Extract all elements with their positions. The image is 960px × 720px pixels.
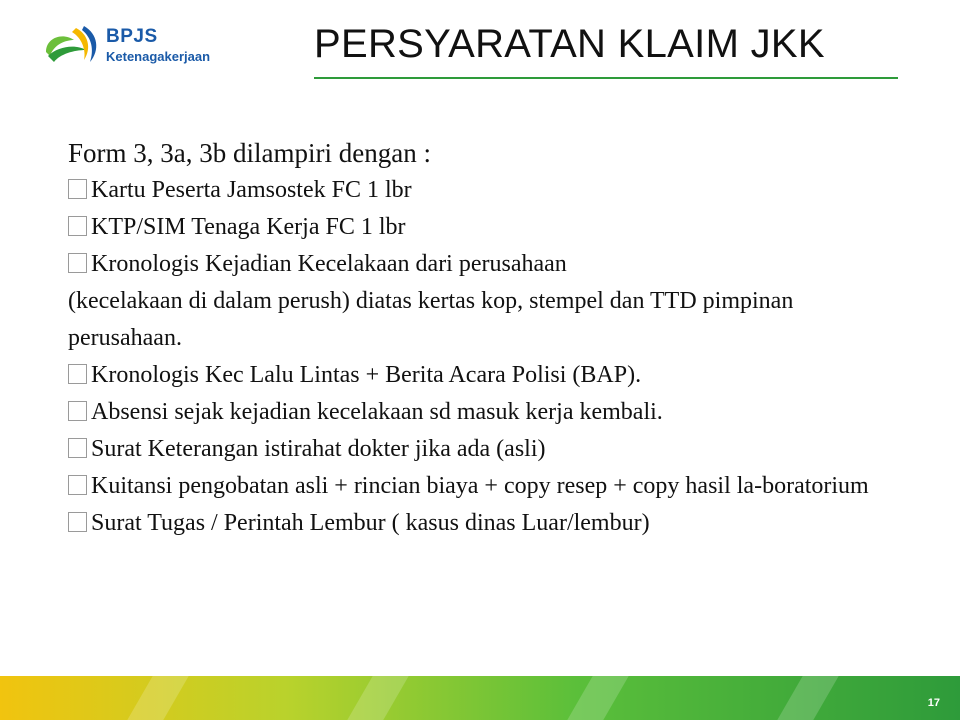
list-item [68,209,898,246]
list-item [68,394,898,431]
list-item-text: (kecelakaan di dalam perush) diatas kertas kop, stempel dan TTD pimpinan perusahaan. [68,288,794,351]
footer-stripe [777,676,838,720]
list-item [68,357,898,394]
footer-band [0,676,960,720]
list-item-text: Kronologis Kec Lalu Lintas + Berita Acara Polisi (BAP). [91,362,642,388]
logo-subtitle-text: Ketenagakerjaan [106,49,211,64]
page-number: 17 [927,697,940,709]
list-item-text: Kartu Peserta Jamsostek FC 1 lbr [91,177,412,203]
list-item-text: Absensi sejak kejadian kecelakaan sd masuk kerja kembali. [91,399,663,425]
list-item [68,431,898,468]
requirement-list [68,172,898,542]
list-item-text: Kuitansi pengobatan asli + rincian biaya + copy resep + copy hasil la-boratorium [91,473,869,499]
list-item [68,246,898,283]
list-item-text: Surat Keterangan istirahat dokter jika ada (asli) [91,436,546,462]
slide-content [68,134,898,542]
list-item-continuation [68,283,898,357]
list-item-text: KTP/SIM Tenaga Kerja FC 1 lbr [91,214,406,240]
slide-title: PERSYARATAN KLAIM JKK [314,22,825,66]
bullet-box-icon [68,438,87,458]
content-heading: Form 3, 3a, 3b dilampiri dengan : [68,138,431,168]
bullet-box-icon [68,253,87,273]
footer-stripe [127,676,188,720]
bullet-box-icon [68,179,87,199]
bullet-box-icon [68,512,87,532]
bullet-box-icon [68,475,87,495]
list-item-text: Kronologis Kejadian Kecelakaan dari perusahaan [91,251,567,277]
title-divider [314,77,898,79]
footer-stripe [347,676,408,720]
bpjs-logo [40,22,260,70]
bullet-box-icon [68,401,87,421]
bpjs-logo-mark-icon [40,22,104,70]
footer-stripe [567,676,628,720]
list-item [68,468,898,505]
list-item-text: Surat Tugas / Perintah Lembur ( kasus dinas Luar/lembur) [91,510,650,536]
list-item [68,172,898,209]
list-item [68,505,898,542]
bullet-box-icon [68,216,87,236]
bullet-box-icon [68,364,87,384]
logo-brand-text: BPJS [106,26,158,47]
